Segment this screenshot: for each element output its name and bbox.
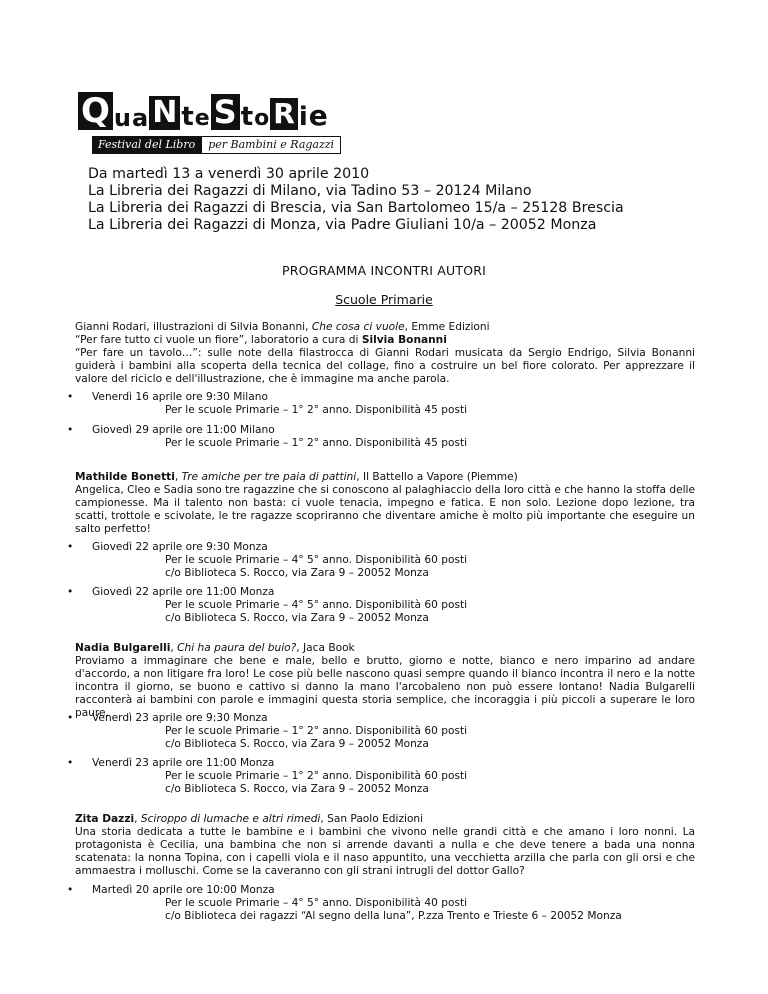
event-info: Per le scuole Primarie – 1° 2° anno. Disponibilità 60 posti <box>165 725 468 737</box>
logo-letter: S <box>211 94 240 130</box>
event-info: Per le scuole Primarie – 1° 2° anno. Disponibilità 45 posti <box>165 404 468 416</box>
logo-letter: e <box>308 99 328 132</box>
logo-letter: a <box>132 104 149 132</box>
section-bulgarelli <box>75 642 695 720</box>
publisher: , Il Battello a Vapore (Piemme) <box>356 471 518 483</box>
program-subtitle: Scuole Primarie <box>335 292 433 307</box>
logo-subtitle <box>92 136 368 154</box>
section-header <box>75 321 695 334</box>
dates-line: La Libreria dei Ragazzi di Brescia, via San Bartolomeo 15/a – 25128 Brescia <box>88 200 624 216</box>
author-name: Mathilde Bonetti <box>75 471 175 483</box>
bullet: • <box>67 884 74 896</box>
event-when: Venerdì 16 aprile ore 9:30 Milano <box>92 391 268 403</box>
logo-sub-left: Festival del Libro <box>92 136 201 154</box>
event-when: Giovedì 29 aprile ore 11:00 Milano <box>92 424 275 436</box>
event-place: c/o Biblioteca S. Rocco, via Zara 9 – 20052 Monza <box>165 738 429 750</box>
section-description: “Per fare un tavolo…”: sulle note della filastrocca di Gianni Rodari musicata da Sergio Endrigo, Silvia Bonanni guiderà i bambini alla scoperta della tecnica del collage, fino a costruire un bel fiore colorato. Per apprezzare il valore del riciclo e dell'illustrazione, che è immagine ma anche parola. <box>75 347 695 385</box>
festival-logo <box>78 84 368 164</box>
publisher: , San Paolo Edizioni <box>320 813 424 825</box>
program-title: PROGRAMMA INCONTRI AUTORI <box>281 263 487 278</box>
section-header: Zita Dazzi, Sciroppo di lumache e altri rimedi, San Paolo Edizioni <box>75 813 424 825</box>
section-description: Proviamo a immaginare che bene e male, bello e brutto, giorno e notte, bianco e nero imparino ad andare d'accordo, a non litigare fra loro! Le cose più belle nascono quasi sempre quando il bianco incontra il nero e la notte incontra il giorno, se buono e cattivo si danno la mano l'arcobaleno non può essere lontano! Nadia Bulgarelli racconterà ai bambini con parole e immagini questa storia semplice, che incoraggia i più piccoli a superare le loro paure. <box>75 655 695 719</box>
section-dazzi <box>75 813 695 878</box>
logo-letter: u <box>113 104 131 132</box>
logo-letter: Q <box>78 92 113 130</box>
event-item <box>67 884 622 923</box>
event-info: Per le scuole Primarie – 1° 2° anno. Disponibilità 60 posti <box>165 770 468 782</box>
event-info: Per le scuole Primarie – 4° 5° anno. Disponibilità 60 posti <box>165 554 468 566</box>
event-item <box>67 541 468 580</box>
event-item <box>67 712 468 751</box>
section-rodari <box>75 321 695 386</box>
author-name: Nadia Bulgarelli <box>75 642 171 654</box>
event-when: Giovedì 22 aprile ore 9:30 Monza <box>92 541 268 553</box>
dates-line: La Libreria dei Ragazzi di Monza, via Padre Giuliani 10/a – 20052 Monza <box>88 217 597 233</box>
logo-wordmark <box>78 84 368 130</box>
event-place: c/o Biblioteca S. Rocco, via Zara 9 – 20052 Monza <box>165 567 429 579</box>
book-title: Tre amiche per tre paia di pattini <box>181 471 357 483</box>
book-title: Chi ha paura del buio? <box>177 642 297 654</box>
section-bonetti <box>75 471 695 536</box>
event-when: Martedì 20 aprile ore 10:00 Monza <box>92 884 275 896</box>
logo-letter: N <box>149 96 180 130</box>
section-header: Mathilde Bonetti, Tre amiche per tre paia di pattini, Il Battello a Vapore (Piemme) <box>75 471 518 483</box>
section-description: Una storia dedicata a tutte le bambine e i bambini che vivono nelle grandi città e che amano i loro nonni. La protagonista è Cecilia, una bambina che non si arrende davanti a nulla e che deve tenere a bada una nonna scatenata: la nonna Topina, con i capelli viola e il naso appuntito, una vecchietta arzilla che parla con gli orsi e che ammaestra i molluschi. Come se la caveranno con gli strani intrugli del dottor Gallo? <box>75 826 695 877</box>
event-item <box>67 586 468 625</box>
book-title: Sciroppo di lumache e altri rimedi <box>140 813 321 825</box>
section-description: Angelica, Cleo e Sadia sono tre ragazzine che si conoscono al palaghiaccio della loro città e che hanno la stoffa delle campionesse. Ma il talento non basta: ci vuole tenacia, impegno e fatica. E non solo. Lezione dopo lezione, tra scatti, trottole e scivolate, le tre ragazze scopriranno che diventare amiche è molto più importante che eseguire un salto perfetto! <box>75 484 695 535</box>
logo-letter: t <box>240 102 254 132</box>
event-info: Per le scuole Primarie – 1° 2° anno. Disponibilità 45 posti <box>165 437 468 449</box>
event-item <box>67 757 468 796</box>
book-title: Che cosa ci vuole <box>311 321 405 333</box>
publisher: , Jaca Book <box>296 642 355 654</box>
bullet: • <box>67 391 74 403</box>
event-when: Venerdì 23 aprile ore 11:00 Monza <box>92 757 275 769</box>
lab-text: “Per fare tutto ci vuole un fiore”, laboratorio a cura di <box>75 334 362 346</box>
bullet: • <box>67 712 74 724</box>
logo-letter: t <box>181 102 194 132</box>
bullet: • <box>67 424 74 436</box>
bullet: • <box>67 541 74 553</box>
event-when: Venerdì 23 aprile ore 9:30 Monza <box>92 712 268 724</box>
logo-sub-right: per Bambini e Ragazzi <box>201 136 341 154</box>
bullet: • <box>67 586 74 598</box>
event-info: Per le scuole Primarie – 4° 5° anno. Disponibilità 60 posti <box>165 599 468 611</box>
author-name: Zita Dazzi <box>75 813 135 825</box>
event-place: c/o Biblioteca S. Rocco, via Zara 9 – 20052 Monza <box>165 612 429 624</box>
event-item <box>67 424 468 450</box>
dates-line: La Libreria dei Ragazzi di Milano, via Tadino 53 – 20124 Milano <box>88 183 532 199</box>
section-header: Nadia Bulgarelli, Chi ha paura del buio?, Jaca Book <box>75 642 355 654</box>
event-when: Giovedì 22 aprile ore 11:00 Monza <box>92 586 275 598</box>
logo-letter: R <box>270 98 298 130</box>
logo-letter: o <box>254 106 270 131</box>
publisher: , Emme Edizioni <box>404 321 490 333</box>
logo-letter: i <box>298 102 308 132</box>
dates-line: Da martedì 13 a venerdì 30 aprile 2010 <box>88 166 370 182</box>
lab-author: Silvia Bonanni <box>361 334 447 346</box>
section-lead: Gianni Rodari, illustrazioni di Silvia Bonanni, <box>75 321 312 333</box>
dates-block <box>88 166 624 234</box>
event-info: Per le scuole Primarie – 4° 5° anno. Disponibilità 40 posti <box>165 897 468 909</box>
event-item <box>67 391 468 417</box>
event-place: c/o Biblioteca dei ragazzi “Al segno della luna”, P.zza Trento e Trieste 6 – 20052 Monza <box>165 910 622 922</box>
logo-letter: e <box>194 106 210 131</box>
event-place: c/o Biblioteca S. Rocco, via Zara 9 – 20052 Monza <box>165 783 429 795</box>
section-line2 <box>75 334 695 347</box>
bullet: • <box>67 757 74 769</box>
